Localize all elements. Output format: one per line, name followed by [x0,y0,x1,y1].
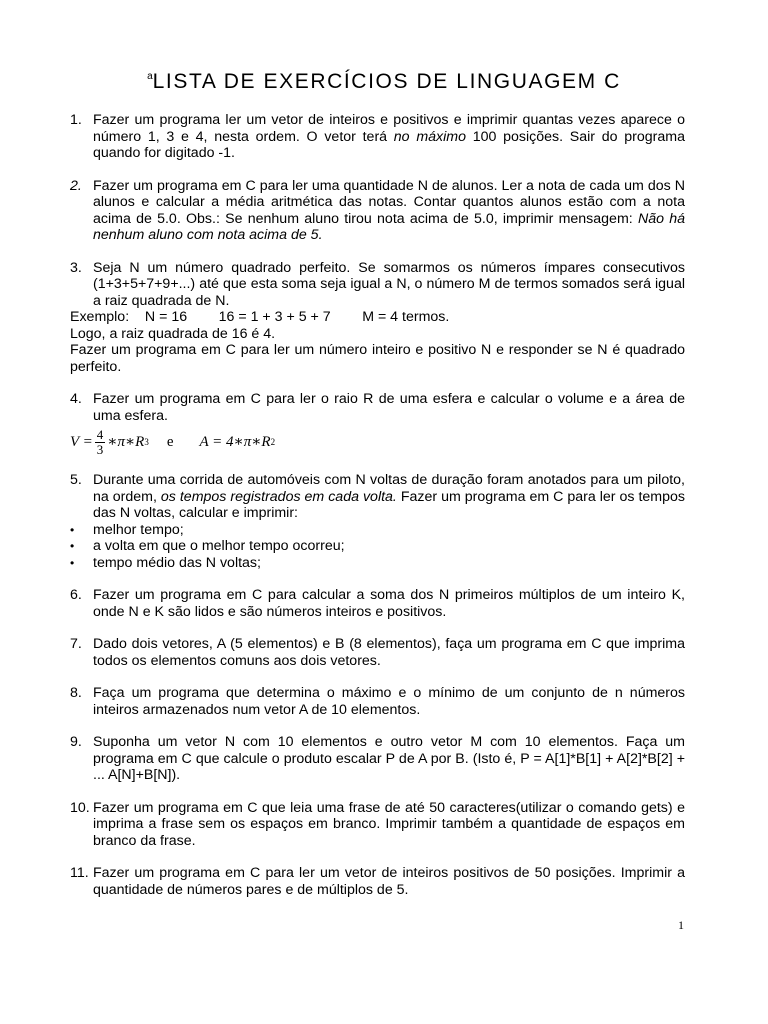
exercise-11 [70,865,685,898]
sphere-formulas [70,425,685,459]
exercise-text: Suponha um vetor N com 10 elementos e outro vetor M com 10 elementos. Faça um programa em C que calcule o produto escalar P de A por B. (Isto é, P = A[1]*B[1] + A[2]*B[2] + ... A[N]+B[N]). [93,734,685,783]
exercise-number: 7. [70,636,82,652]
list-item-text: tempo médio das N voltas; [93,554,261,571]
exercise-3 [70,260,685,310]
exercise-list [70,112,685,914]
exercise-text: Fazer um programa em C para ler um vetor de inteiros positivos de 50 posições. Imprimir a quantidade de números pares e de múltiplos de 5. [93,865,685,898]
exercise-text: 100 posições. Sair do programa quando for digitado -1. [93,128,686,161]
exercise-6 [70,587,685,620]
fraction-denominator: 3 [96,441,104,457]
page-title [0,70,768,94]
exercise-4 [70,391,685,424]
volume-exponent: 3 [144,436,149,447]
exercise-number: 2. [70,177,82,194]
exercise-emphasis: no máximo [393,128,466,145]
exercise-number: 10. [70,799,90,816]
area-formula: A = 4∗π∗R [199,433,271,450]
bullet-list [70,522,685,572]
exercise-5 [70,472,685,522]
exercise-conclusion: Logo, a raiz quadrada de 16 é 4. [70,325,276,342]
area-exponent: 2 [270,436,276,447]
fraction [95,428,106,457]
page-number: 1 [678,918,684,932]
exercise-1 [70,112,685,162]
exercise-emphasis: os tempos registrados em cada volta. [160,488,397,505]
exercise-text: Fazer um programa em C que leia uma frase de até 50 caracteres(utilizar o comando gets) e imprima a frase sem os espaços em branco. Imprimir também a quantidade de espaços em branco da frase. [93,799,685,849]
exercise-number: 9. [70,734,82,750]
exercise-number: 11. [70,865,89,881]
exercise-10 [70,800,685,850]
exercise-number: 6. [70,587,82,603]
exercise-text: Fazer um programa ler um vetor de inteiros e positivos e imprimir quantas vezes aparece o número 1, 3 e 4, nesta ordem. O vetor terá [93,112,685,145]
exercise-number: 4. [70,391,82,407]
list-item [70,555,685,572]
exercise-number: 8. [70,685,82,701]
exercise-emphasis: Não há nenhum aluno com nota acima de 5. [93,210,686,243]
volume-lhs: V = [70,433,93,450]
bullet-icon: • [70,539,75,553]
fraction-numerator: 4 [96,426,104,442]
exercise-8 [70,685,685,718]
exercise-number: 1. [70,112,82,128]
exercise-task: Fazer um programa em C para ler um número inteiro e positivo N e responder se N é quadrado perfeito. [70,342,685,375]
list-item-text: melhor tempo; [93,521,184,538]
list-item-text: a volta em que o melhor tempo ocorreu; [93,538,345,554]
exercise-number: 3. [70,259,82,276]
list-item [70,538,685,555]
exercise-text: Fazer um programa em C para ler os tempos das N voltas, calcular e imprimir: [93,488,685,521]
exercise-2 [70,178,685,244]
bullet-icon: • [70,555,75,570]
volume-rhs: ∗π∗R [107,433,145,450]
list-item [70,522,685,539]
bullet-icon: • [70,522,75,537]
exercise-text: Fazer um programa em C para calcular a soma dos N primeiros múltiplos de um inteiro K, onde N e K são lidos e são números inteiros e positivos. [93,587,685,620]
title-text: LISTA DE EXERCÍCIOS DE LINGUAGEM C [152,70,621,93]
exercise-3-continuation [70,309,685,375]
exercise-7 [70,636,685,669]
exercise-number: 5. [70,472,82,488]
exercise-text: Fazer um programa em C para ler uma quantidade N de alunos. Ler a nota de cada um dos N alunos e calcular a média aritmética das notas. Contar quantos alunos estão com a nota acima de 5.0. Obs.: Se nenhum aluno tirou nota acima de 5.0, imprimir mensagem: [93,177,685,227]
exercise-text: Faça um programa que determina o máximo e o mínimo de um conjunto de n números inteiros armazenados num vetor A de 10 elementos. [93,685,685,718]
exercise-example: Exemplo: N = 16 16 = 1 + 3 + 5 + 7 M = 4 termos. [70,309,450,325]
exercise-text: Dado dois vetores, A (5 elementos) e B (8 elementos), faça um programa em C que imprima todos os elementos comuns aos dois vetores. [93,636,685,669]
exercise-text: Seja N um número quadrado perfeito. Se somarmos os números ímpares consecutivos (1+3+5+7+9+...) até que esta soma seja igual a N, o número M de termos somados será igual a raiz quadrada de N. [93,259,685,309]
exercise-text: Durante uma corrida de automóveis com N voltas de duração foram anotados para um piloto, na ordem, [93,472,685,505]
title-superscript: a [147,71,153,82]
exercise-text: Fazer um programa em C para ler o raio R de uma esfera e calcular o volume e a área de uma esfera. [93,391,685,424]
exercise-9 [70,734,685,784]
formula-conjunction: e [166,433,174,450]
